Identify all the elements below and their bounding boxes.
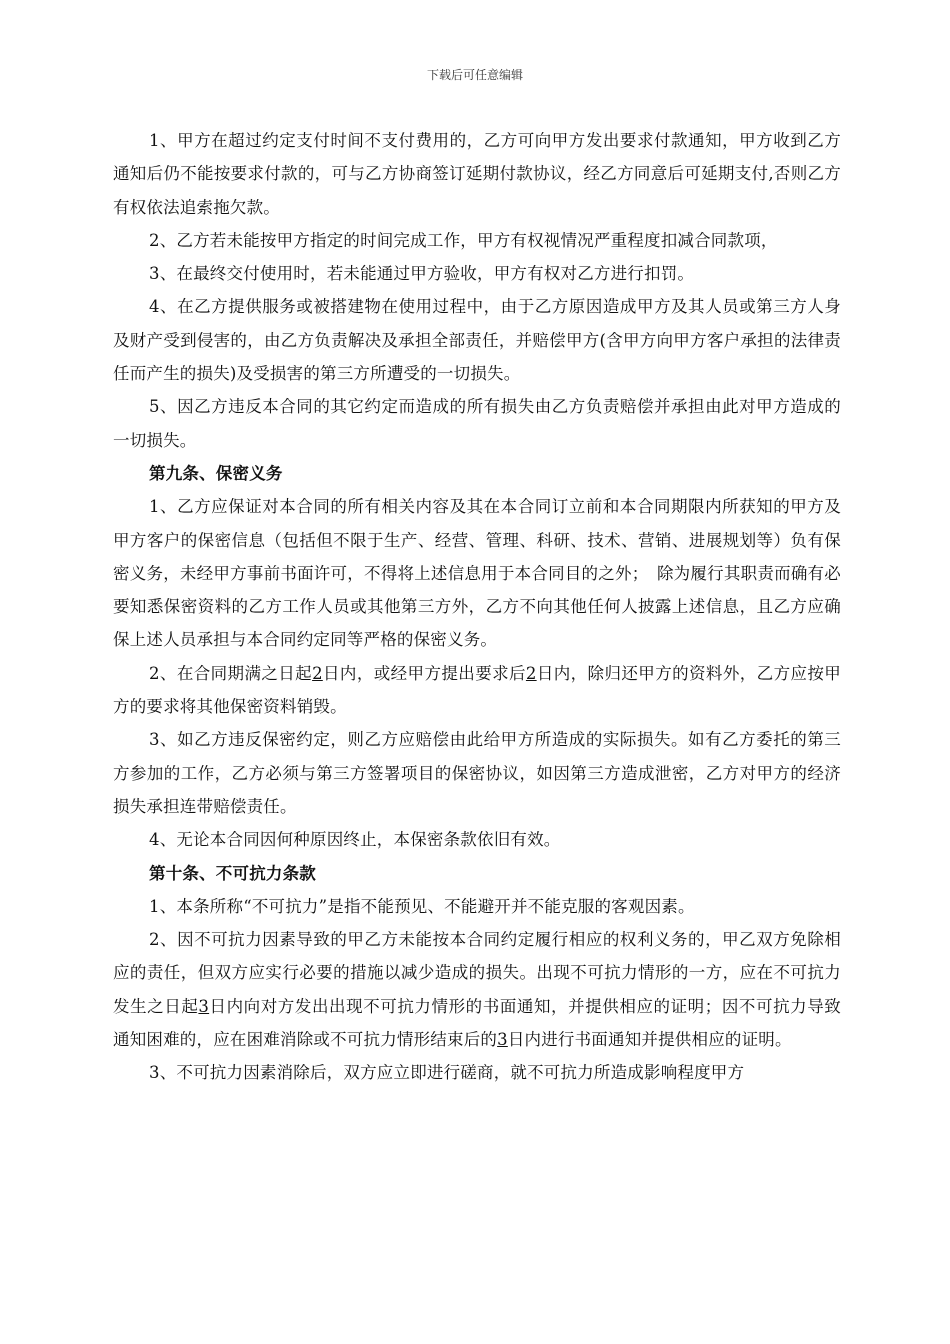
- section-heading: 第九条、保密义务: [149, 463, 283, 483]
- clause-paragraph: 5、因乙方违反本合同的其它约定而造成的所有损失由乙方负责赔偿并承担由此对甲方造成的一切损失。: [113, 397, 841, 450]
- underlined-number: 2: [525, 663, 537, 683]
- clause-paragraph: 3、如乙方违反保密约定，则乙方应赔偿由此给甲方所造成的实际损失。如有乙方委托的第三方参加的工作，乙方必须与第三方签署项目的保密协议，如因第三方造成泄密，乙方对甲方的经济损失承担连带赔偿责任。: [113, 730, 841, 816]
- clause-paragraph: 4、无论本合同因何种原因终止，本保密条款依旧有效。: [149, 830, 561, 850]
- clause-paragraph: 2、在合同期满之日起2日内，或经甲方提出要求后2日内，除归还甲方的资料外，乙方应按甲方的要求将其他保密资料销毁。: [113, 663, 841, 717]
- clause-paragraph: 2、因不可抗力因素导致的甲乙方未能按本合同约定履行相应的权利义务的，甲乙双方免除相应的责任，但双方应实行必要的措施以减少造成的损失。出现不可抗力情形的一方，应在不可抗力发生之日起3日内向对方发出出现不可抗力情形的书面通知，并提供相应的证明；因不可抗力导致通知困难的，应在困难消除或不可抗力情形结束后的3日内进行书面通知并提供相应的证明。: [113, 930, 842, 1050]
- clause-paragraph: 1、乙方应保证对本合同的所有相关内容及其在本合同订立前和本合同期限内所获知的甲方及甲方客户的保密信息（包括但不限于生产、经营、管理、科研、技术、营销、进展规划等）负有保密义务，未经甲方事前书面许可，不得将上述信息用于本合同目的之外； 除为履行其职责而确有必要知悉保密资料的乙方工作人员或其他第三方外，乙方不向其他任何人披露上述信息，且乙方应确保上述人员承担与本合同约定同等严格的保密义务。: [113, 497, 841, 650]
- page-header: 下载后可任意编辑: [426, 68, 523, 82]
- document-body: [113, 124, 841, 1090]
- clause-paragraph: 1、甲方在超过约定支付时间不支付费用的，乙方可向甲方发出要求付款通知，甲方收到乙方通知后仍不能按要求付款的，可与乙方协商签订延期付款协议，经乙方同意后可延期支付,否则乙方有权依法追索拖欠款。: [113, 131, 841, 217]
- clause-paragraph: 1、本条所称“不可抗力”是指不能预见、不能避开并不能克服的客观因素。: [149, 896, 695, 916]
- clause-paragraph: 2、乙方若未能按甲方指定的时间完成工作，甲方有权视情况严重程度扣减合同款项，: [149, 230, 778, 250]
- clause-paragraph: 3、不可抗力因素消除后，双方应立即进行磋商，就不可抗力所造成影响程度甲方: [149, 1063, 745, 1083]
- underlined-number: 3: [198, 996, 210, 1016]
- clause-paragraph: 4、在乙方提供服务或被搭建物在使用过程中，由于乙方原因造成甲方及其人员或第三方人身及财产受到侵害的，由乙方负责解决及承担全部责任，并赔偿甲方(含甲方向甲方客户承担的法律责任而产生的损失)及受损害的第三方所遭受的一切损失。: [113, 297, 841, 384]
- underlined-number: 3: [497, 1030, 508, 1050]
- underlined-number: 2: [312, 663, 323, 683]
- clause-paragraph: 3、在最终交付使用时，若未能通过甲方验收，甲方有权对乙方进行扣罚。: [149, 264, 695, 284]
- section-heading: 第十条、不可抗力条款: [149, 863, 316, 883]
